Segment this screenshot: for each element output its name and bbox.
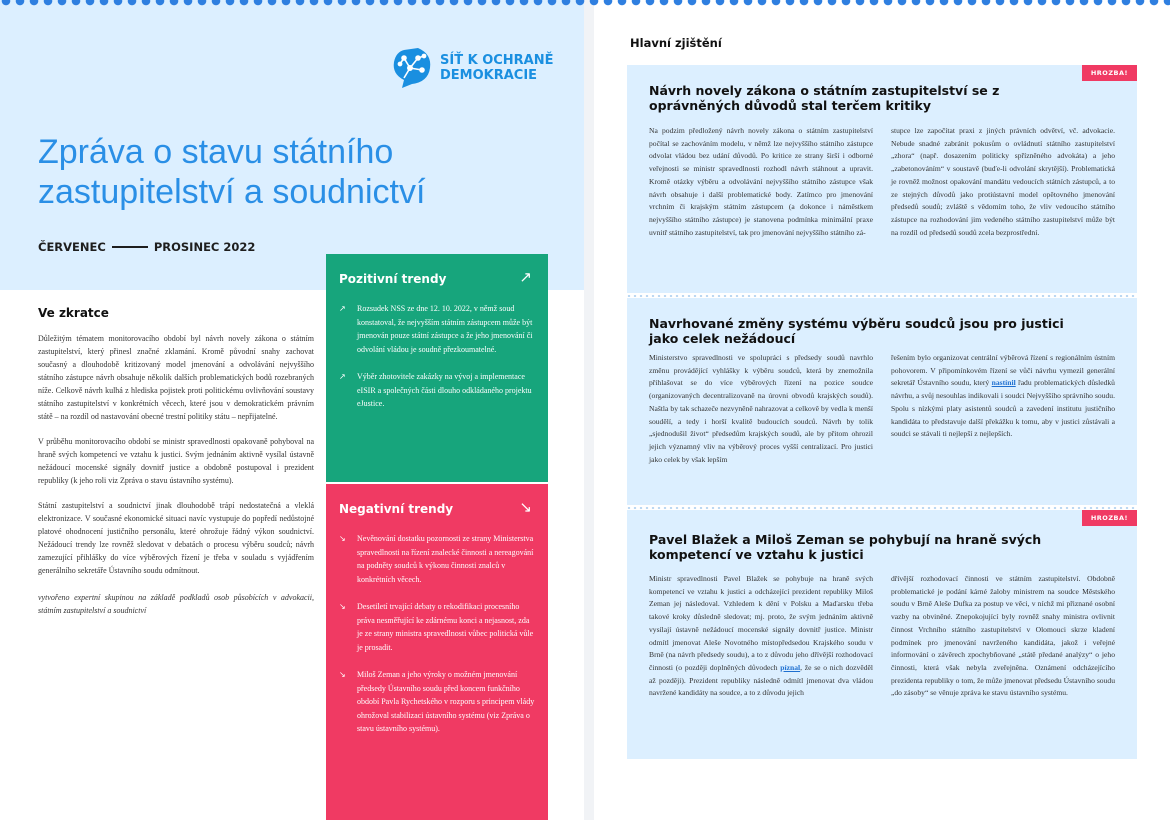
- logo-line-1: SÍŤ K OCHRANĚ: [440, 53, 554, 68]
- list-item: [339, 532, 535, 586]
- negative-trends-heading: Negativní trendy: [339, 502, 454, 516]
- left-page: [0, 0, 584, 820]
- positive-trends-heading: Pozitivní trendy: [339, 272, 447, 286]
- list-item: [339, 302, 535, 356]
- section-divider: [627, 507, 1137, 509]
- finding-column: [649, 573, 873, 700]
- page-gutter: [584, 0, 594, 820]
- summary-note: vytvořeno expertní skupinou na základě podkladů osob působících v advokacii, státním zastupitelství a soudnictví: [38, 593, 314, 615]
- arrow-down-right-icon: ↘: [519, 498, 532, 516]
- arrow-down-right-icon: ↘: [339, 534, 346, 543]
- list-item-text: Výběr zhotovitele zakázky na vývoj a implementace eISIR a společných části dlouho odkládaného projektu eJustice.: [357, 372, 532, 408]
- section-divider: [627, 295, 1137, 297]
- threat-badge: HROZBA!: [1082, 65, 1137, 81]
- logo-line-2: DEMOKRACIE: [440, 68, 538, 83]
- positive-trends-list: [339, 302, 535, 425]
- summary-paragraph: Důležitým tématem monitorovacího období byl návrh novely zákona o státním zastupitelství, který přinesl značné zklamání. Kromě původní snahy zachovat současný a dlouhodobě kritizovaný model jmenování a odvolávání nejvyššího státního zástupce návrh obsahuje několik dalších problematických bodů rozebraných níže. Celkově návrh kulhá z hlediska pojistek proti politickému ovlivňování soustavy státního zastupitelství v konkrétních věcech, které jsou v demokratickém právním státě – na rozdíl od nastavování obecné trestní politiky státu – nepřijatelné.: [38, 334, 314, 421]
- finding-column: [891, 352, 1115, 466]
- finding-text: řešením bylo organizovat centrální výběrová řízení s regionálním ústním pohovorem. V připomínkovém řízení se vůči návrhu vymezil generální sekretář Ústavního soudu, který: [891, 353, 1115, 388]
- finding-column: dřívější rozhodovací činnosti ve státním zastupitelství. Obdobně problematické je podání kárné žaloby ministrem na soudce Městského soudu v Brně Aleše Dufka za postup ve věci, v níchž mi přiznané osobní vazby na obviněné. Znepokojující byly rovněž snahy ministra ovlivnit činnost Vrchního státního zastupitelství v Olomouci skrze kladení podmínek pro jmenování navrženého kandidáta, jakož i veřejné informování o závěrech zpochybňované „státě předané analýzy“ o jeho činnosti, která však nebyla zveřejněna. Oznámení odcházejícího prezidenta republiky o tom, že může jmenovat předsedu Ústavního soudu „do zásoby“ se věnuje zpráva ke stavu ústavního systému.: [891, 574, 1115, 698]
- finding-columns: [649, 573, 1115, 700]
- summary-paragraph: V průběhu monitorovacího období se ministr spravedlnosti opakovaně pohyboval na hraně svých kompetencí ve vztahu k justici. Svým jednáním aktivně vysílal ústavně nežádoucí mocenské signály dovnitř justice a obdobně postupoval i prezident republiky (k jeho roli viz Zpráva o stavu ústavního systému).: [38, 437, 314, 485]
- finding-title: Pavel Blažek a Miloš Zeman se pohybují na hraně svých kompetencí ve vztahu k justici: [649, 532, 1042, 562]
- finding-column: Ministerstvo spravedlnosti ve spolupráci s předsedy soudů navrhlo změnu provádějící vyhlášky k výběru soudců, která by znemožnila přihlašovat se do více výběrových řízení na pozice soudce (organizovaných decentralizovaně na úrovni obvodů krajských soudů). Naštla by tak schazeče nezvyněně nahrazovat a celkově by vedla k menší soudělí, a tedy i horší kvalitě budoucích soudců. Návrh by tolik „sjednodušil život“ předsedům krajských soudů, ale by přitom ohrozil jejich významný vliv na výběrový proces vyšší centralizací. Pro justici jako celek by však lepším: [649, 353, 873, 464]
- period-dash: [112, 246, 148, 248]
- arrow-down-right-icon: ↘: [339, 670, 346, 679]
- positive-trends-box: [326, 254, 548, 482]
- threat-badge: HROZBA!: [1082, 510, 1137, 526]
- list-item-text: Nevěnování dostatku pozornosti ze strany Ministerstva spravedlnosti na řízení znalecké činnosti a nereagování na podněty soudců k výkonu činnosti znalců v konkrétních věcech.: [357, 534, 534, 584]
- right-page: [594, 0, 1170, 820]
- arrow-up-right-icon: ↗: [339, 372, 346, 381]
- finding-column: stupce lze započítat praxi z jiných právních odvětví, vč. advokacie. Nebude snadné zabránit pokusům o ovládnutí státního zastupitelství „zhora“ (např. dosazením politicky spřízněného advokáta) a jeho „zabetonováním“ v soustavě (buďe-li odvolání skrytější). Problematická je rovněž možnost opakování mandátu vedoucích státních zástupců, a to ze stejných důvodů jako protiústavní model opětovného jmenování předsedů soudů; zvláště s vědomím toho, že vliv vedoucího státního zástupce na rozhodování jim vedeného státního zastupitelství může být na rozdíl od předsedů soudů zcela bezprostřední.: [891, 126, 1115, 237]
- list-item: [339, 668, 535, 736]
- finding-text: Ministr spravedlnosti Pavel Blažek se pohybuje na hraně svých kompetencí ve vztahu k justici a odcházející prezident republiky Miloš Zeman jej následoval. Vzhledem k dění v Polsku a Maďarsku třeba takové kroky důsledně sledovat; mj. proto, že svým jednáním aktivně vysílají ústavně nežádoucí mocenské signály dovnitř justice. Ministr odmítl jmenovat Alešе Novotného místopředsedou Krajského soudu v Brně (na návrh předsedy soudu), a to z důvodu jeho dřívější rozhodovací činnosti (o později doplněných důvodech: [649, 574, 873, 672]
- report-period: [38, 240, 255, 254]
- arrow-up-right-icon: ↗: [339, 304, 346, 313]
- finding-title: Navrhované změny systému výběru soudců jsou pro justici jako celek nežádoucí: [649, 316, 1064, 346]
- findings-heading: Hlavní zjištění: [630, 36, 722, 50]
- period-end: PROSINEC 2022: [153, 240, 256, 254]
- finding-text: , že se o nich dozvěděl až později). Prezident republiky následně odmítl jmenovat dva vládou navržené kandidáty na soudce, a to z důvodu jejich: [649, 662, 873, 698]
- arrow-down-right-icon: ↘: [339, 602, 346, 611]
- list-item-text: Miloš Zeman a jeho výroky o možném jmenování předsedy Ústavního soudu před koncem funkčního období Pavla Rychetského v rozporu s principem vlády ohrožoval stabilizaci ústavního systému (viz Zpráva o stavu ústavního systému).: [357, 670, 535, 733]
- list-item-text: Desetiletí trvající debaty o rekodifikaci procesního práva nesměřující ke zdárnému konci a nejasnost, zda je ze strany ministra spravedlnosti vůbec politická vůle je prosadit.: [357, 602, 534, 652]
- list-item-text: Rozsudek NSS ze dne 12. 10. 2022, v němž soud konstatoval, že nejvyšším státním zástupcem může být jmenován pouze státní zástupce a že jeho jmenování či odvolání vládou je soudně přezkoumatelné.: [357, 304, 533, 354]
- finding-column: Na podzim předložený návrh novely zákona o státním zastupitelství počítal se zachováním modelu, v němž lze nejvyššího státního zástupce odvolat vládou bez udání důvodů. Po kritice ze strany širší i odborné veřejnosti se ministr spravedlnosti rozhodl návrh stáhnout a upravit. Kromě otázky výběru a odvolávání nejvyššího státního zástupce však návrh obsahuje i další problematické body. Zatímco pro jmenování vrchním či krajským státním zástupcem (a dokonce i náměstkem nejvyššího státního zástupce) je stanovena podmínka minimální praxe uvnitř státního zastupitelství, tak pro jmenování nejvyššího státního zá-: [649, 126, 873, 237]
- summary-heading: Ve zkratce: [38, 306, 109, 320]
- finding-title: Návrh novely zákona o státním zastupitelství se z oprávněných důvodů stal terčem kritiky: [649, 83, 1000, 113]
- nastinil-link[interactable]: nastínil: [991, 378, 1016, 388]
- network-tree-icon: [390, 48, 434, 88]
- logo: [390, 48, 554, 88]
- summary-section: [38, 306, 314, 629]
- finding-section: [627, 510, 1137, 759]
- list-item: [339, 600, 535, 654]
- summary-paragraph: Státní zastupitelství a soudnictví jinak dlouhodobě trápí nedostatečná a vleklá elektronizace. V současné ekonomické situaci navíc vystupuje do popředí nedůstojné platové ohodnocení justičního personálu, které ohrožuje řádný výkon soudnictví. Nežádoucí trendy lze rovněž sledovat v debatách o procesu výběru soudců; návrh zamezující přihlášky do více výběrových řízení je třeba v souladu s vyjádřením generálního sekretáře Ústavního soudu odmítnout.: [38, 501, 314, 575]
- period-start: ČERVENEC: [38, 240, 106, 254]
- finding-columns: [649, 352, 1115, 466]
- finding-columns: [649, 125, 1115, 239]
- negative-trends-box: [326, 484, 548, 820]
- priznal-link[interactable]: píznal: [780, 662, 801, 672]
- list-item: [339, 370, 535, 411]
- finding-section: [627, 298, 1137, 505]
- report-title: Zpráva o stavu státního zastupitelství a soudnictví: [38, 133, 426, 211]
- binding-dots: [0, 0, 1170, 7]
- finding-text: řadu problematických důsledků návrhu, a svůj nesouhlas indikovali i soudci Nejvyššího správního soudu. Spolu s nízkými platy asistentů soudců a zavedení institutu justičního kandidáta to představuje další překážku k tomu, aby v justici zůstávali a soudci se stávali ti nejlepší z nejlepších.: [891, 378, 1115, 439]
- negative-trends-list: [339, 532, 535, 750]
- finding-section: [627, 65, 1137, 293]
- arrow-up-right-icon: ↗: [519, 268, 532, 286]
